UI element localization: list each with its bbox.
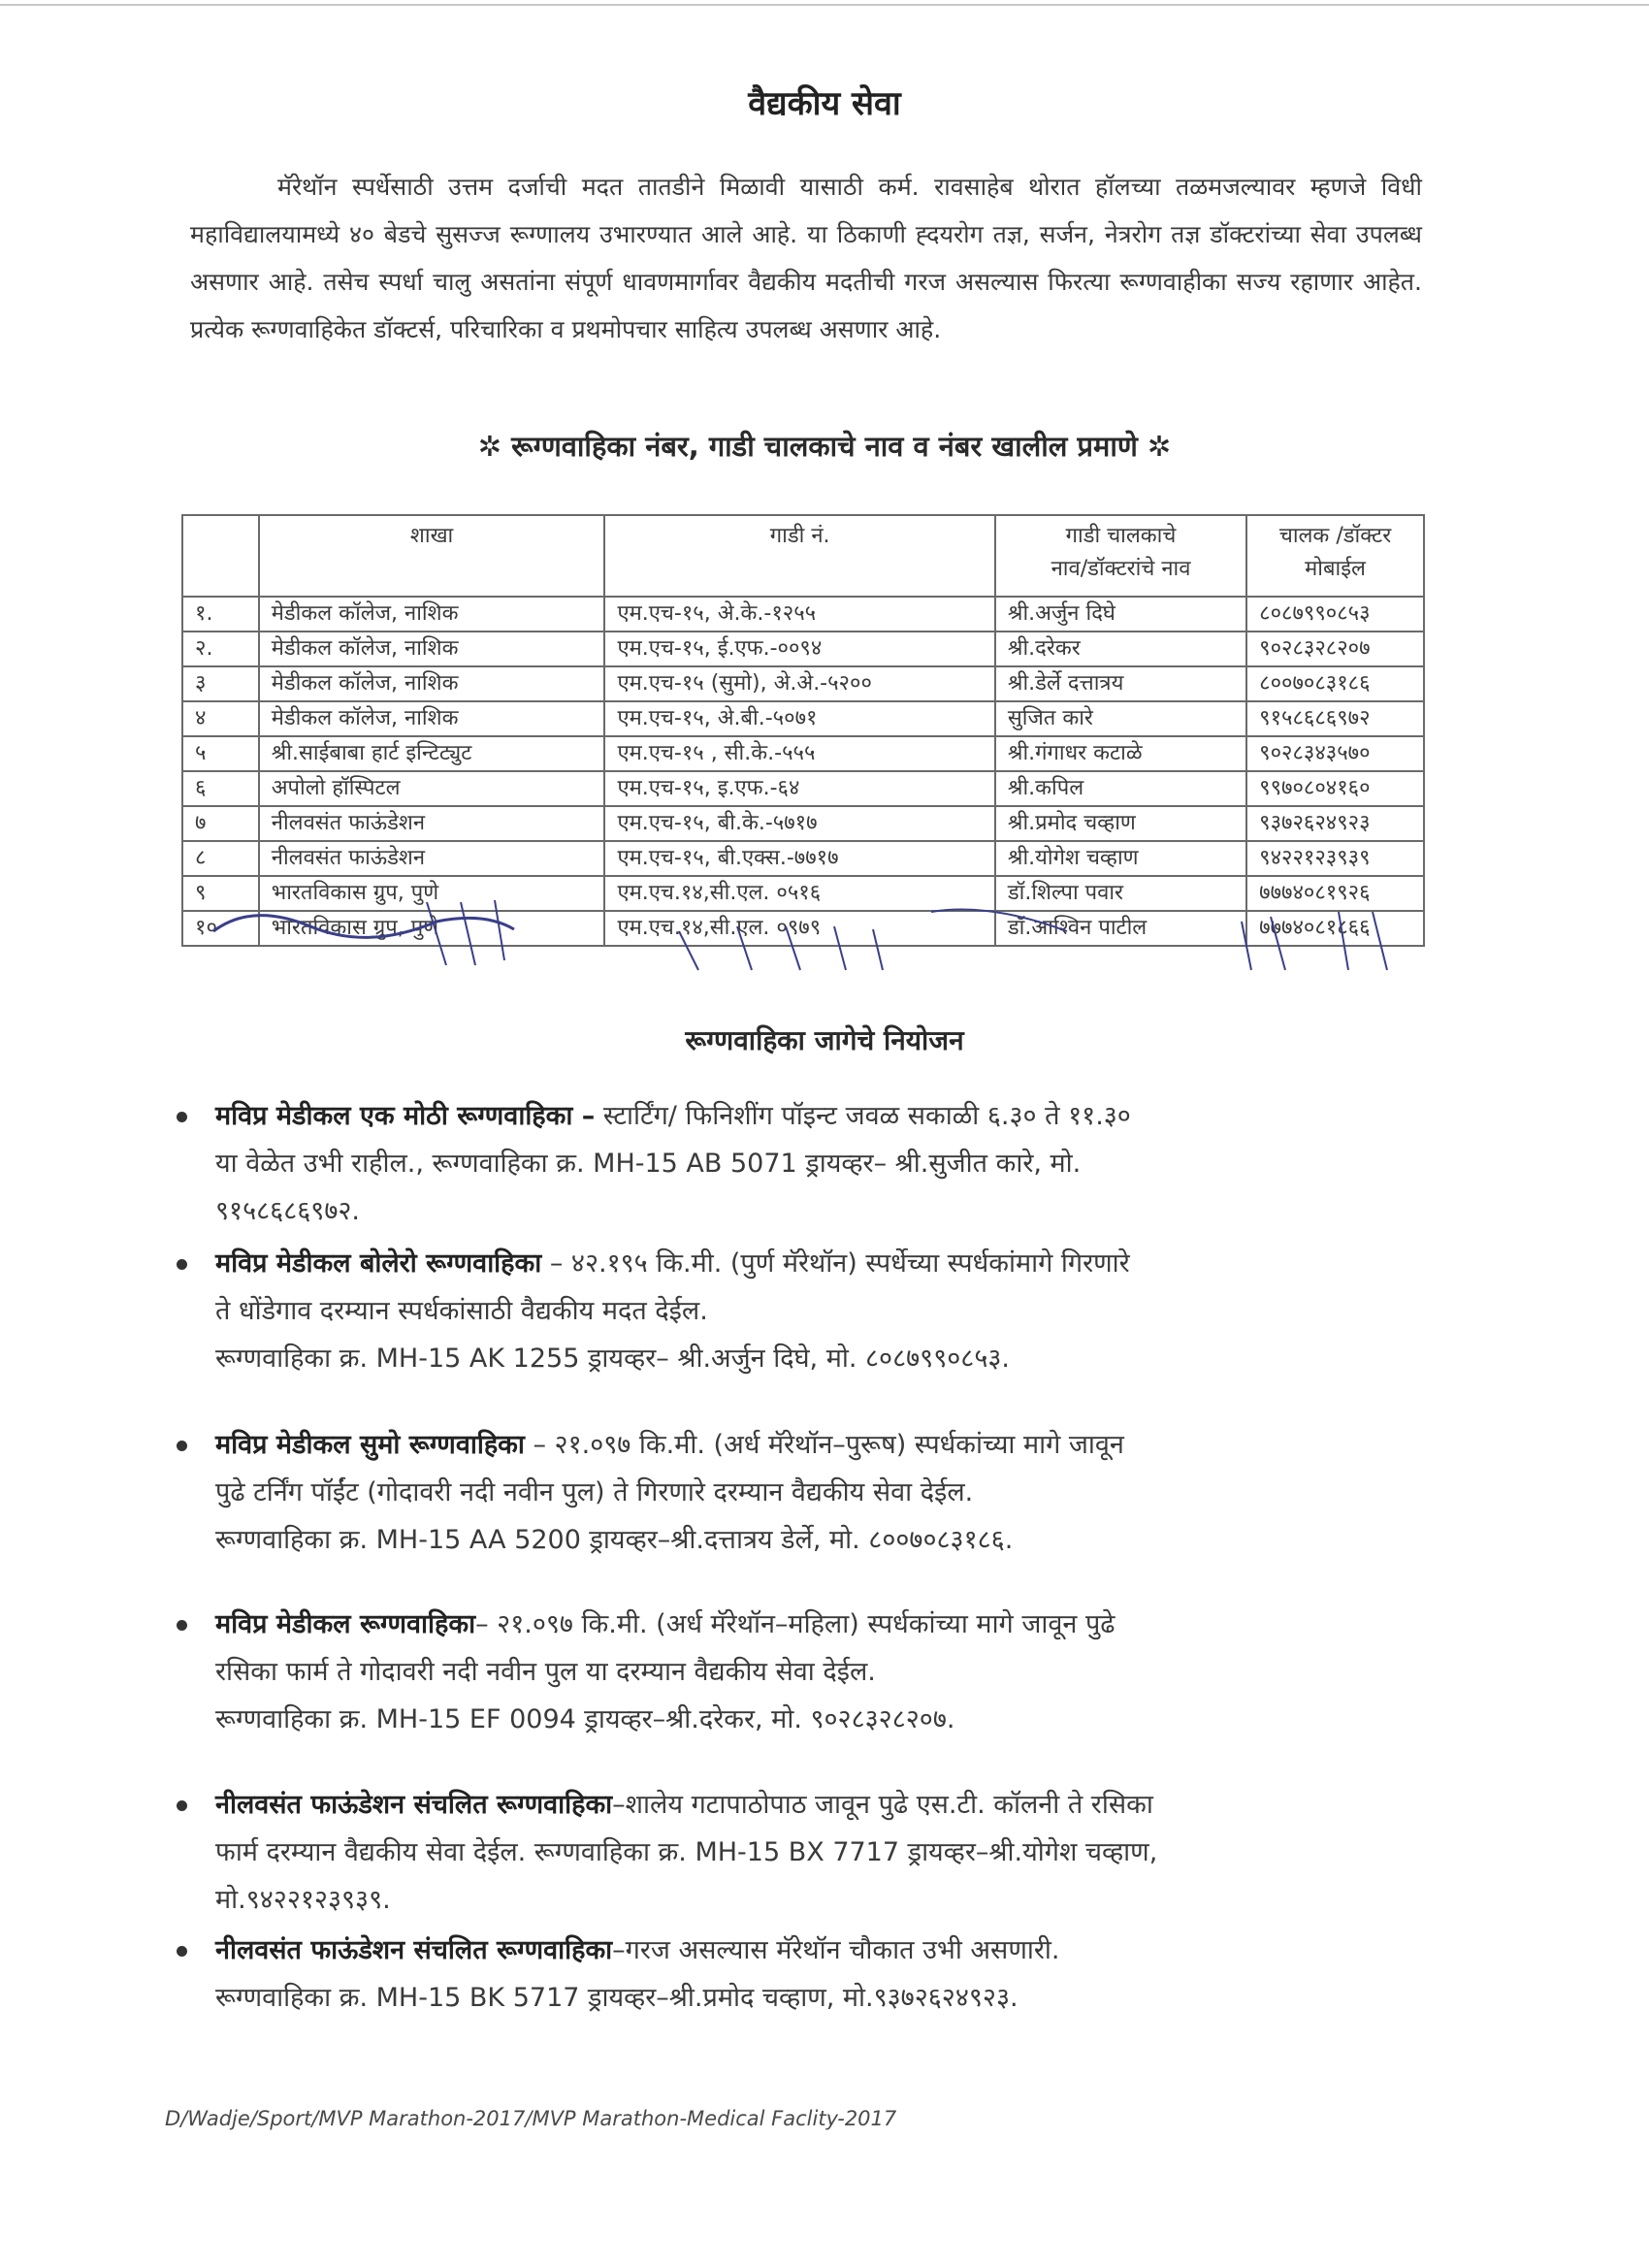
placement-plan-heading: रूग्णवाहिका जागेचे नियोजन xyxy=(685,1024,964,1056)
table-row xyxy=(182,841,1424,876)
cell-serial: २. xyxy=(182,632,259,666)
bullet-icon xyxy=(177,1441,187,1451)
ambulance-table-heading: ✲ रूग्णवाहिका नंबर, गाडी चालकाचे नाव व नंबर खालील प्रमाणे ✲ xyxy=(477,430,1172,463)
header-mobile-line1: चालक /डॉक्टर xyxy=(1278,524,1392,548)
plan-item-text: – २१.०९७ कि.मी. (अर्ध मॅरेथॉन–महिला) स्पर्धकांच्या मागे जावून पुढे xyxy=(475,1609,1116,1639)
handwritten-ink-marks xyxy=(194,873,1416,980)
cell-branch: नीलवसंत फाऊंडेशन xyxy=(259,841,605,876)
plan-item-text: रूग्णवाहिका क्र. MH-15 AA 5200 ड्रायव्हर–श्री.दत्तात्रय डेर्ले, मो. ८००७०८३१८६. xyxy=(215,1525,1014,1555)
plan-item xyxy=(215,1781,1438,1924)
plan-item-text: रूग्णवाहिका क्र. MH-15 BK 5717 ड्रायव्हर–श्री.प्रमोद चव्हाण, मो.९३७२६२४९२३. xyxy=(215,1983,1018,2013)
cell-driver: श्री.दरेकर xyxy=(995,632,1246,666)
bullet-icon xyxy=(177,1112,187,1122)
header-driver-line1: गाडी चालकाचे xyxy=(1065,524,1177,548)
cell-serial: १० xyxy=(182,911,259,946)
cell-vehicle: एम.एच-१५, इ.एफ.-६४ xyxy=(604,771,994,806)
cell-branch: मेडीकल कॉलेज, नाशिक xyxy=(259,701,605,736)
plan-item xyxy=(215,1927,1438,2022)
table-row xyxy=(182,736,1424,771)
cell-serial: ७ xyxy=(182,806,259,841)
cell-driver: श्री.कपिल xyxy=(995,771,1246,806)
cell-vehicle: एम.एच-१५, बी.के.-५७१७ xyxy=(604,806,994,841)
header-serial xyxy=(182,515,259,597)
plan-item-text: मो.९४२२१२३९३९. xyxy=(215,1885,391,1915)
plan-item xyxy=(215,1240,1438,1382)
table-row xyxy=(182,632,1424,666)
cell-mobile: ९९७०८०४१६० xyxy=(1246,771,1424,806)
table-row xyxy=(182,806,1424,841)
plan-item-text: फार्म दरम्यान वैद्यकीय सेवा देईल. रूग्णवाहिका क्र. MH-15 BX 7717 ड्रायव्हर–श्री.योगेश चव्हाण, xyxy=(215,1837,1158,1867)
plan-item xyxy=(215,1421,1438,1564)
cell-serial: ९ xyxy=(182,876,259,911)
bullet-icon xyxy=(177,1620,187,1631)
cell-mobile: ९४२२१२३९३९ xyxy=(1246,841,1424,876)
plan-item xyxy=(215,1601,1438,1743)
cell-branch: मेडीकल कॉलेज, नाशिक xyxy=(259,632,605,666)
cell-serial: ५ xyxy=(182,736,259,771)
cell-driver: डॉ.शिल्पा पवार xyxy=(995,876,1246,911)
bullet-icon xyxy=(177,1946,187,1957)
cell-driver: श्री.डेर्ले दत्तात्रय xyxy=(995,666,1246,701)
plan-item-text: ते धोंडेगाव दरम्यान स्पर्धकांसाठी वैद्यकीय मदत देईल. xyxy=(215,1296,708,1326)
plan-item-text: – २१.०९७ कि.मी. (अर्ध मॅरेथॉन–पुरूष) स्पर्धकांच्या मागे जावून xyxy=(524,1430,1124,1460)
cell-vehicle: एम.एच-१५ (सुमो), अे.अे.-५२०० xyxy=(604,666,994,701)
header-vehicle: गाडी नं. xyxy=(604,515,994,597)
header-branch: शाखा xyxy=(259,515,605,597)
header-mobile xyxy=(1246,515,1424,597)
plan-item-text: या वेळेत उभी राहील., रूग्णवाहिका क्र. MH-15 AB 5071 ड्रायव्हर– श्री.सुजीत कारे, मो. xyxy=(215,1149,1082,1179)
cell-vehicle: एम.एच-१५, अे.के.-१२५५ xyxy=(604,597,994,632)
cell-mobile: ९३७२६२४९२३ xyxy=(1246,806,1424,841)
plan-item-text: –शालेय गटापाठोपाठ जावून पुढे एस.टी. कॉलनी ते रसिका xyxy=(612,1790,1153,1820)
cell-vehicle: एम.एच-१५, ई.एफ.-००९४ xyxy=(604,632,994,666)
table-row xyxy=(182,597,1424,632)
header-mobile-line2: मोबाईल xyxy=(1305,557,1366,581)
cell-driver: श्री.गंगाधर कटाळे xyxy=(995,736,1246,771)
plan-item-title: नीलवसंत फाऊंडेशन संचलित रूग्णवाहिका xyxy=(215,1935,613,1965)
cell-mobile: ८०८७९९०८५३ xyxy=(1246,597,1424,632)
cell-vehicle: एम.एच-१५ , सी.के.-५५५ xyxy=(604,736,994,771)
plan-item-title: मविप्र मेडीकल रूग्णवाहिका xyxy=(215,1609,476,1639)
page-title: वैद्यकीय सेवा xyxy=(748,84,901,123)
cell-branch: अपोलो हॉस्पिटल xyxy=(259,771,605,806)
cell-mobile: ९०२८३४३५७० xyxy=(1246,736,1424,771)
cell-branch: श्री.साईबाबा हार्ट इन्टिट्युट xyxy=(259,736,605,771)
plan-item-text: रूग्णवाहिका क्र. MH-15 AK 1255 ड्रायव्हर– श्री.अर्जुन दिघे, मो. ८०८७९९०८५३. xyxy=(215,1344,1010,1374)
cell-driver: सुजित कारे xyxy=(995,701,1246,736)
table-row xyxy=(182,771,1424,806)
footer-file-path: D/Wadje/Sport/MVP Marathon-2017/MVP Marathon-Medical Faclity-2017 xyxy=(165,2107,897,2130)
plan-item-text: पुढे टर्निंग पॉईंट (गोदावरी नदी नवीन पुल) ते गिरणारे दरम्यान वैद्यकीय सेवा देईल. xyxy=(215,1477,974,1507)
table-row xyxy=(182,701,1424,736)
table-header-row xyxy=(182,515,1424,597)
cell-mobile: ९१५८६८६९७२ xyxy=(1246,701,1424,736)
cell-serial: ४ xyxy=(182,701,259,736)
cell-vehicle: एम.एच-१५, अे.बी.-५०७१ xyxy=(604,701,994,736)
cell-serial: ३ xyxy=(182,666,259,701)
page-top-border xyxy=(0,4,1649,6)
header-driver-line2: नाव/डॉक्टरांचे नाव xyxy=(1051,557,1191,581)
plan-item-title: मविप्र मेडीकल एक मोठी रूग्णवाहिका – xyxy=(215,1101,596,1131)
plan-item xyxy=(215,1092,1438,1235)
cell-mobile: ७७७४०८१९२६ xyxy=(1246,876,1424,911)
cell-branch: मेडीकल कॉलेज, नाशिक xyxy=(259,666,605,701)
intro-paragraph: मॅरेथॉन स्पर्धेसाठी उत्तम दर्जाची मदत तातडीने मिळावी यासाठी कर्म. रावसाहेब थोरात हॉलच्या तळमजल्यावर म्हणजे विधी महाविद्यालयामध्ये ४० बेडचे सुसज्ज रूग्णालय उभारण्यात आले आहे. या ठिकाणी ह्दयरोग तज्ञ, सर्जन, नेत्ररोग तज्ञ डॉक्टरांच्या सेवा उपलब्ध असणार आहे. तसेच स्पर्धा चालु असतांना संपूर्ण धावणमार्गावर वैद्यकीय मदतीची गरज असल्यास फिरत्या रूग्णवाहीका सज्य रहाणार आहेत. प्रत्येक रूग्णवाहिकेत डॉक्टर्स, परिचारिका व प्रथमोपचार साहित्य उपलब्ध असणार आहे. xyxy=(190,173,1422,343)
cell-branch: नीलवसंत फाऊंडेशन xyxy=(259,806,605,841)
cell-vehicle: एम.एच.१४,सी.एल. ०५१६ xyxy=(604,876,994,911)
bullet-icon xyxy=(177,1800,187,1811)
bullet-icon xyxy=(177,1259,187,1270)
cell-serial: ८ xyxy=(182,841,259,876)
cell-driver: डॉ.आश्विन पाटील xyxy=(995,911,1246,946)
plan-item-text: –गरज असल्यास मॅरेथॉन चौकात उभी असणारी. xyxy=(612,1935,1060,1965)
plan-item-text: ९१५८६८६९७२. xyxy=(215,1196,360,1226)
cell-mobile: ८००७०८३१८६ xyxy=(1246,666,1424,701)
plan-item-text: रूग्णवाहिका क्र. MH-15 EF 0094 ड्रायव्हर–श्री.दरेकर, मो. ९०२८३२८२०७. xyxy=(215,1704,955,1734)
cell-driver: श्री.योगेश चव्हाण xyxy=(995,841,1246,876)
cell-mobile: ९०२८३२८२०७ xyxy=(1246,632,1424,666)
plan-item-text: रसिका फार्म ते गोदावरी नदी नवीन पुल या दरम्यान वैद्यकीय सेवा देईल. xyxy=(215,1657,876,1687)
plan-item-text: स्टार्टिंग/ फिनिशींग पॉइन्ट जवळ सकाळी ६.३० ते ११.३० xyxy=(595,1101,1131,1131)
header-driver xyxy=(995,515,1246,597)
plan-item-text: – ४२.१९५ कि.मी. (पुर्ण मॅरेथॉन) स्पर्धेच्या स्पर्धकांमागे गिरणारे xyxy=(541,1248,1130,1279)
cell-branch: भारतविकास ग्रुप, पुणे xyxy=(259,911,605,946)
cell-serial: १. xyxy=(182,597,259,632)
cell-branch: भारतविकास ग्रुप, पुणे xyxy=(259,876,605,911)
plan-item-title: नीलवसंत फाऊंडेशन संचलित रूग्णवाहिका xyxy=(215,1790,613,1820)
cell-vehicle: एम.एच-१५, बी.एक्स.-७७१७ xyxy=(604,841,994,876)
table-row xyxy=(182,666,1424,701)
cell-mobile: ७७७४०८१८६६ xyxy=(1246,911,1424,946)
cell-vehicle: एम.एच.१४,सी.एल. ०९७९ xyxy=(604,911,994,946)
cell-driver: श्री.प्रमोद चव्हाण xyxy=(995,806,1246,841)
cell-serial: ६ xyxy=(182,771,259,806)
plan-item-title: मविप्र मेडीकल बोलेरो रूग्णवाहिका xyxy=(215,1248,542,1279)
cell-driver: श्री.अर्जुन दिघे xyxy=(995,597,1246,632)
plan-item-title: मविप्र मेडीकल सुमो रूग्णवाहिका xyxy=(215,1430,525,1460)
cell-branch: मेडीकल कॉलेज, नाशिक xyxy=(259,597,605,632)
